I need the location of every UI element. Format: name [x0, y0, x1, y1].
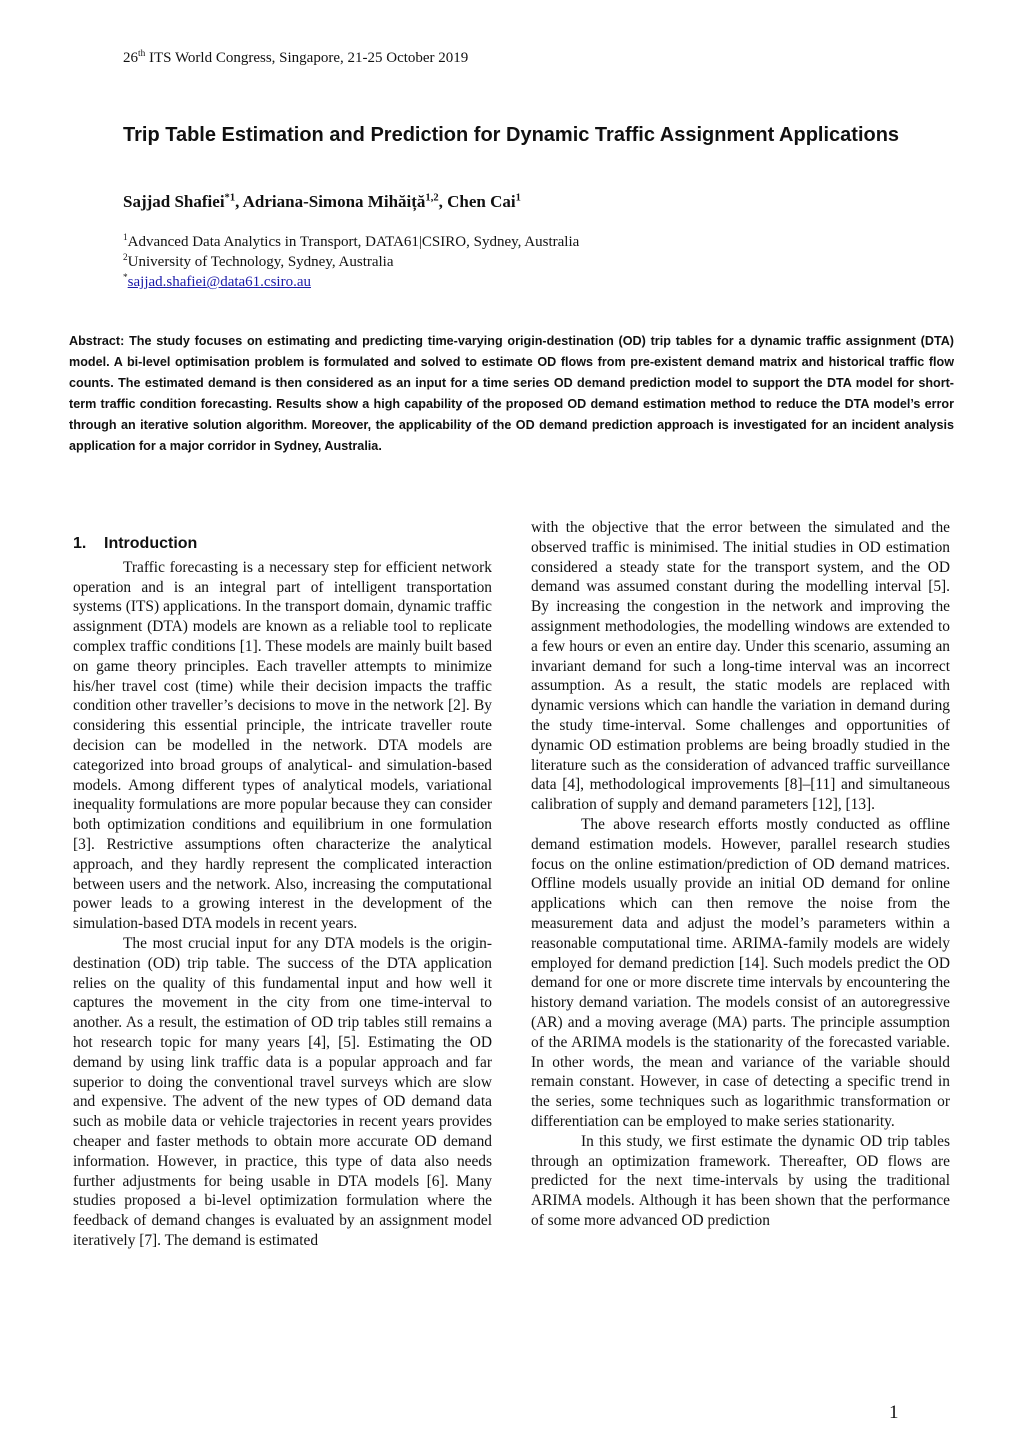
affiliation-sup: 2	[123, 253, 128, 263]
section-title: Introduction	[104, 535, 198, 552]
affiliation-sup: 1	[123, 233, 128, 243]
paragraph: The above research efforts mostly conducted as offline demand estimation models. However, parallel research studies focus on the online estimation/prediction of OD demand matrices. Offline models usually provide an initial OD demand for online applications which can then remove the noise from the measurement data and adjust the model’s parameters within a reasonable computational time. ARIMA-family models are widely employed for demand prediction [14]. Such models predict the OD demand for one or more discrete time intervals by encountering the history demand variation. The models consist of an autoregressive (AR) and a moving average (MA) parts. The principle assumption of the ARIMA models is the stationarity of the forecasted variable. In other words, the mean and variance of the variable should remain constant. However, in case of detecting a specific trend in the series, some techniques such as logarithmic transformation or differentiation can be employed to make series stationarity.	[531, 815, 950, 1130]
section-number: 1.	[73, 535, 87, 552]
author-sup: 1	[515, 192, 521, 204]
paper-title: Trip Table Estimation and Prediction for Dynamic Traffic Assignment Applications	[123, 124, 900, 146]
email-sup: *	[123, 273, 128, 283]
page-number: 1	[889, 1402, 899, 1423]
email-line	[123, 272, 579, 292]
header-text: ITS World Congress, Singapore, 21-25 October 2019	[145, 50, 469, 66]
email-link[interactable]: sajjad.shafiei@data61.csiro.au	[127, 274, 311, 290]
left-column	[73, 534, 492, 1251]
author-sup: 1,2	[425, 192, 439, 204]
right-column	[531, 518, 950, 1231]
paragraph: with the objective that the error between the simulated and the observed traffic is minimised. The initial studies in OD estimation considered a steady state for the transport system, and the OD demand was assumed constant during the modelling interval [5]. By increasing the congestion in the network and improving the assignment methodologies, the modelling windows are extended to a few hours or even an entire day. Under this scenario, assuming an invariant demand for such a long-time interval was an incorrect assumption. As a result, the static models are replaced with dynamic versions which can handle the variation in demand during the study time-interval. Some challenges and opportunities of dynamic OD estimation problems are being broadly studied in the literature such as the consideration of advanced traffic surveillance data [4], methodological improvements [8]–[11] and simultaneous calibration of supply and demand parameters [12], [13].	[531, 519, 950, 814]
affiliation	[123, 232, 579, 252]
conference-header	[123, 50, 468, 67]
paragraph: In this study, we first estimate the dynamic OD trip tables through an optimization framework. Thereafter, OD flows are predicted for the next time-intervals by using the traditional ARIMA models. Although it has been shown that the performance of some more advanced OD prediction	[531, 1132, 950, 1229]
header-ordinal-sup: th	[138, 49, 146, 59]
paragraph: Traffic forecasting is a necessary step for efficient network operation and is an integral part of intelligent transportation systems (ITS) applications. In the transport domain, dynamic traffic assignment (DTA) models are known as a reliable tool to replicate complex traffic conditions [1]. These models are mainly built based on game theory principles. Each traveller attempts to minimize his/her travel cost (time) while their decision impacts the traffic condition other traveller’s decisions to move in the network [2]. By considering this essential principle, the intricate traveller route decision can be modelled in the network. DTA models are categorized into broad groups of analytical- and simulation-based models. Among different types of analytical models, variational inequality formulations are more popular because they can consider both optimization conditions and equilibrium in one formulation [3]. Restrictive assumptions often characterize the analytical approach, and they hardly represent the complicated interaction between users and the network. Also, increasing the computational power leads to a growing interest in the development of the simulation-based DTA models in recent years.	[73, 558, 492, 933]
abstract: Abstract: The study focuses on estimating and predicting time-varying origin-destination (OD) trip tables for a dynamic traffic assignment (DTA) model. A bi-level optimisation problem is formulated and solved to estimate OD flows from pre-existent demand matrix and historical traffic flow counts. The estimated demand is then considered as an input for a time series OD demand prediction model to support the DTA model for short-term traffic condition forecasting. Results show a high capability of the proposed OD demand estimation method to reduce the DTA model’s error through an iterative solution algorithm. Moreover, the applicability of the OD demand prediction approach is investigated for an incident analysis application for a major corridor in Sydney, Australia.	[69, 334, 954, 453]
affiliations	[123, 232, 579, 292]
affiliation	[123, 252, 579, 272]
author-sup: *1	[224, 192, 236, 204]
author-name: Sajjad Shafiei	[123, 192, 225, 211]
section-heading	[73, 534, 492, 554]
affiliation-text: Advanced Data Analytics in Transport, DATA61|CSIRO, Sydney, Australia	[127, 234, 580, 250]
author-name: Adriana-Simona Mihăiță	[242, 192, 426, 211]
affiliation-text: University of Technology, Sydney, Australia	[127, 254, 394, 270]
header-ordinal: 26	[123, 50, 138, 66]
author-name: Chen Cai	[447, 192, 516, 211]
author-list: Sajjad Shafiei$^{*1}$, Adriana-Simona Mihăiță$^{1,2}$, Chen Cai$^1$	[123, 192, 521, 211]
paragraph: The most crucial input for any DTA models is the origin-destination (OD) trip table. The success of the DTA application relies on the quality of this fundamental input and how well it captures the movement in the city from one time-interval to another. As a result, the estimation of OD trip tables still remains a hot research topic for many years [4], [5]. Estimating the OD demand by using link traffic data is a popular approach and far superior to doing the conventional travel surveys which are slow and expensive. The advent of the new types of OD demand data such as mobile data or vehicle trajectories in recent years provides cheaper and faster methods to obtain more accurate OD demand information. However, in practice, this type of data also needs further adjustments for being usable in DTA models [6]. Many studies proposed a bi-level optimization formulation where the feedback of demand changes is evaluated by an assignment model iteratively [7]. The demand is estimated	[73, 934, 492, 1249]
